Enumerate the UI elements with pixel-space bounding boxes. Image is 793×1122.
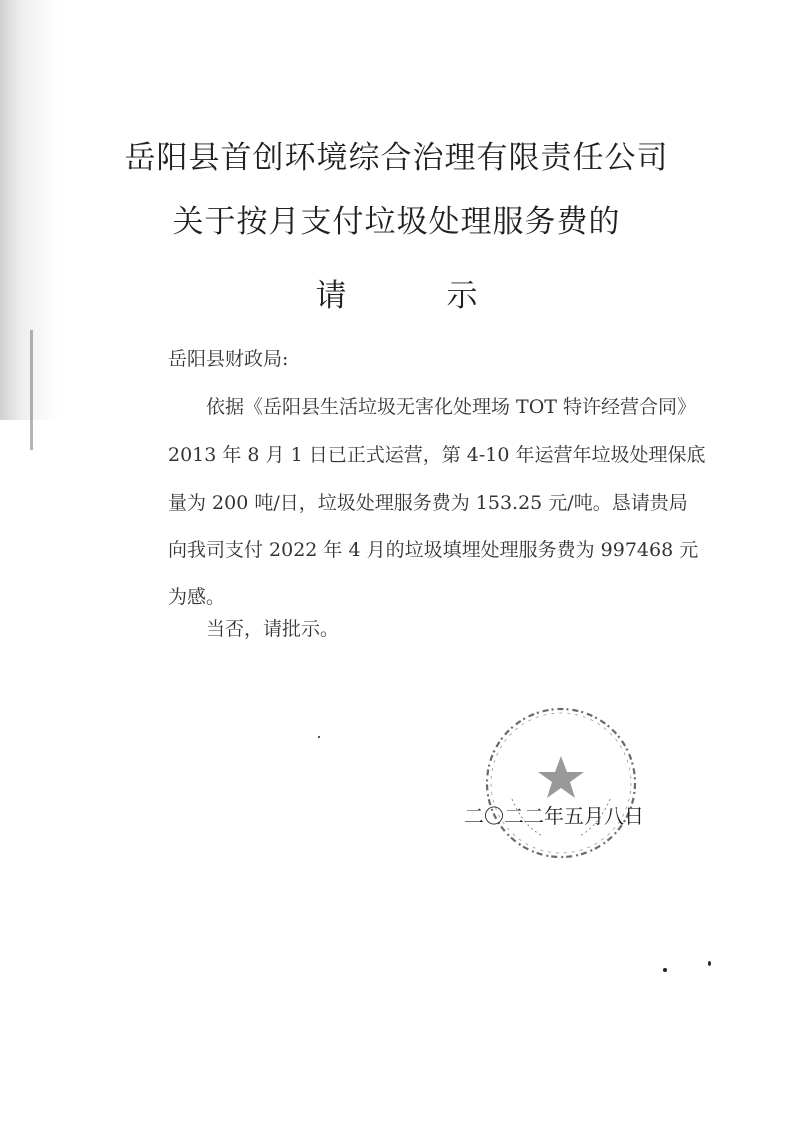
- title-char-qing: 请: [315, 278, 347, 314]
- body-line-1: 依据《岳阳县生活垃圾无害化处理场 TOT 特许经营合同》: [206, 396, 697, 418]
- document-date: 二〇二二年五月八日: [464, 804, 644, 828]
- body-line-2: 2013 年 8 月 1 日已正式运营，第 4-10 年运营年垃圾处理保底: [168, 444, 706, 466]
- scan-speck: [708, 961, 711, 966]
- title-char-shi: 示: [446, 278, 478, 314]
- company-seal: [482, 704, 640, 862]
- document-title-line-1: 岳阳县首创环境综合治理有限责任公司: [124, 140, 669, 176]
- body-line-5: 为感。: [168, 586, 226, 608]
- star-icon: [538, 756, 584, 798]
- salutation: 岳阳县财政局:: [168, 348, 289, 370]
- body-line-3: 量为 200 吨/日，垃圾处理服务费为 153.25 元/吨。恳请贵局: [168, 492, 688, 514]
- document-title-line-3: [0, 270, 793, 315]
- closing-request: 当否，请批示。: [206, 618, 340, 640]
- scan-speck: [318, 736, 320, 738]
- body-line-4: 向我司支付 2022 年 4 月的垃圾填埋处理服务费为 997468 元: [168, 539, 699, 561]
- scan-line: [30, 330, 33, 450]
- scan-speck: [663, 968, 667, 972]
- document-title-line-2: 关于按月支付垃圾处理服务费的: [172, 204, 621, 240]
